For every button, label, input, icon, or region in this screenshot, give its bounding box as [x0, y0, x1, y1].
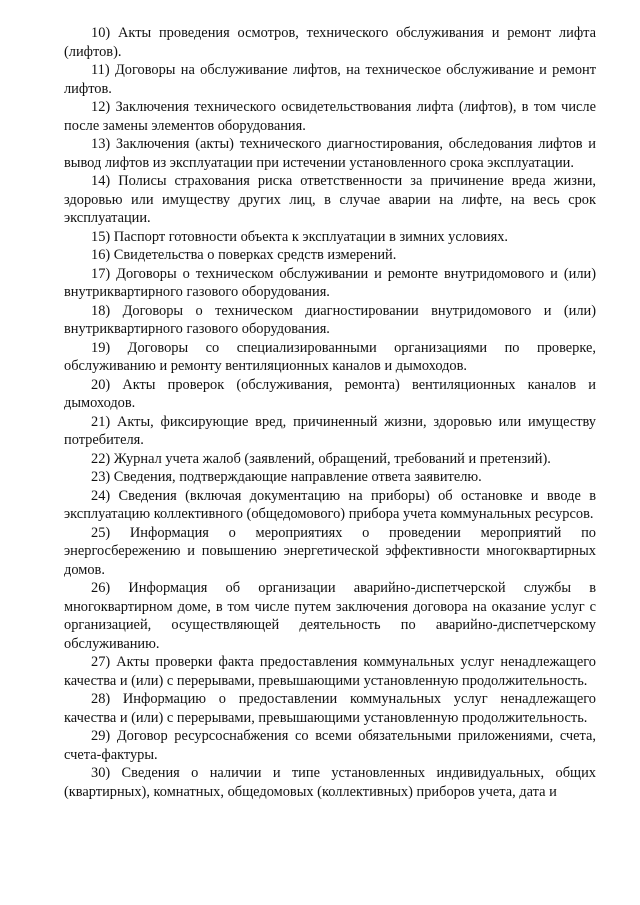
- paragraph-item-29: 29) Договор ресурсоснабжения со всеми обязательными приложениями, счета, счета-фактуры.: [64, 728, 596, 763]
- paragraph-item-15: 15) Паспорт готовности объекта к эксплуатации в зимних условиях.: [91, 228, 509, 245]
- paragraph-item-17: 17) Договоры о техническом обслуживании и ремонте внутридомового и (или) внутриквартирного газового оборудования.: [64, 265, 596, 300]
- paragraph-item-10: 10) Акты проведения осмотров, технического обслуживания и ремонт лифта (лифтов).: [64, 25, 596, 60]
- paragraph-item-13: 13) Заключения (акты) технического диагностирования, обследования лифтов и вывод лифтов из эксплуатации при истечении установленного срока эксплуатации.: [64, 136, 596, 171]
- paragraph-item-20: 20) Акты проверок (обслуживания, ремонта) вентиляционных каналов и дымоходов.: [64, 376, 596, 411]
- paragraph-item-21: 21) Акты, фиксирующие вред, причиненный жизни, здоровью или имуществу потребителя.: [64, 413, 596, 448]
- paragraph-item-27: 27) Акты проверки факта предоставления коммунальных услуг ненадлежащего качества и (или) с перерывами, превышающими установленную продолжительность.: [64, 654, 596, 689]
- paragraph-item-25: 25) Информация о мероприятиях о проведении мероприятий по энергосбережению и повышению энергетической эффективности многоквартирных домов.: [64, 524, 596, 578]
- paragraph-item-18: 18) Договоры о техническом диагностировании внутридомового и (или) внутриквартирного газового оборудования.: [64, 302, 596, 337]
- paragraph-item-22: 22) Журнал учета жалоб (заявлений, обращений, требований и претензий).: [91, 450, 551, 467]
- paragraph-item-26: 26) Информация об организации аварийно-диспетчерской службы в многоквартирном доме, в том числе путем заключения договора на оказание услуг с организацией, осуществляющей деятельность по аварийно-диспетчерскому обслуживанию.: [64, 580, 596, 652]
- paragraph-item-11: 11) Договоры на обслуживание лифтов, на техническое обслуживание и ремонт лифтов.: [64, 62, 596, 97]
- paragraph-item-24: 24) Сведения (включая документацию на приборы) об остановке и вводе в эксплуатацию коллективного (общедомового) прибора учета коммунальных ресурсов.: [64, 487, 596, 522]
- paragraph-item-16: 16) Свидетельства о поверках средств измерений.: [91, 247, 397, 263]
- paragraph-item-14: 14) Полисы страхования риска ответственности за причинение вреда жизни, здоровью или имуществу других лиц, в случае аварии на лифте, на весь срок эксплуатации.: [64, 173, 596, 226]
- paragraph-item-23: 23) Сведения, подтверждающие направление ответа заявителю.: [91, 469, 482, 485]
- paragraph-item-28: 28) Информацию о предоставлении коммунальных услуг ненадлежащего качества и (или) с перерывами, превышающими установленную продолжительность.: [64, 691, 596, 726]
- paragraph-item-19: 19) Договоры со специализированными организациями по проверке, обслуживанию и ремонту вентиляционных каналов и дымоходов.: [64, 339, 596, 374]
- paragraph-item-30: 30) Сведения о наличии и типе установленных индивидуальных, общих (квартирных), комнатных, общедомовых (коллективных) приборов учета, дата и: [64, 765, 596, 800]
- paragraph-item-12: 12) Заключения технического освидетельствования лифта (лифтов), в том числе после замены элементов оборудования.: [64, 99, 596, 134]
